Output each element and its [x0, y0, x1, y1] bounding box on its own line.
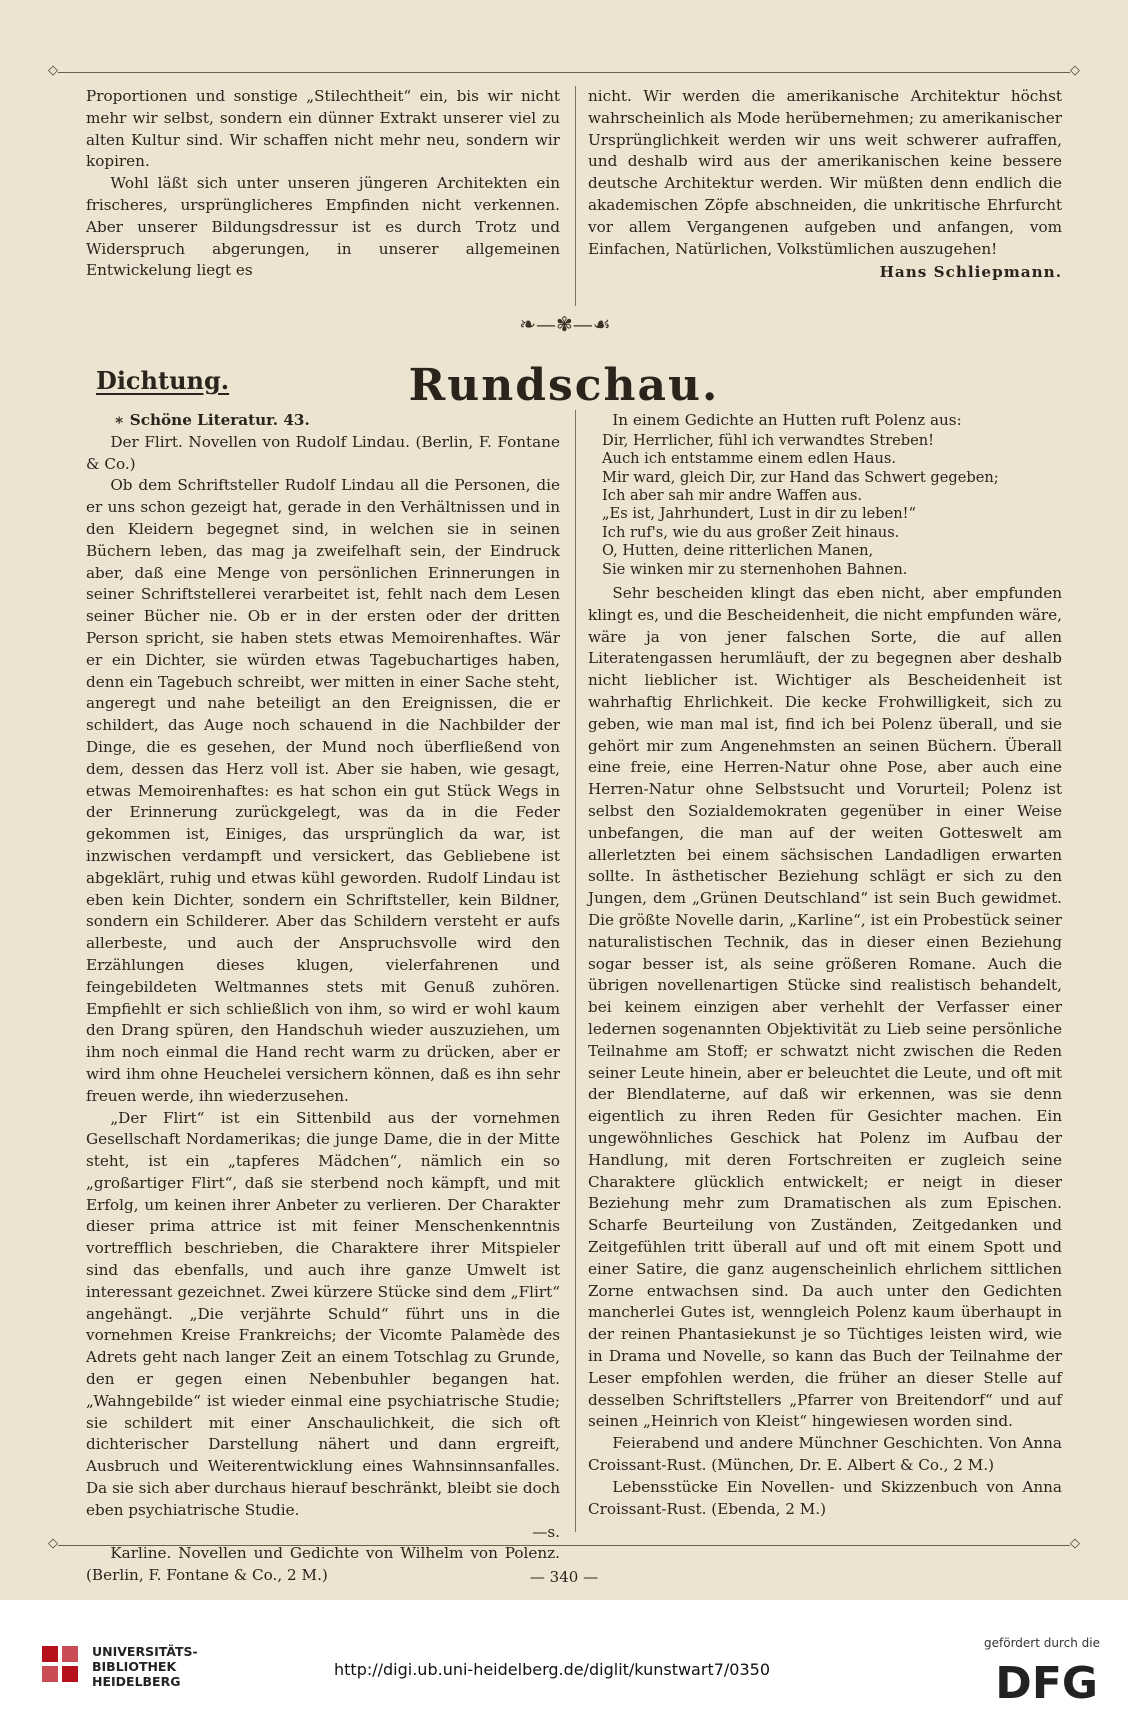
top-frame-rule	[56, 72, 1072, 73]
library-name: UNIVERSITÄTS- BIBLIOTHEK HEIDELBERG	[92, 1644, 198, 1689]
page-headline: Rundschau.	[408, 360, 720, 411]
paragraph: In einem Gedichte an Hutten ruft Polenz aus:	[612, 411, 962, 429]
book-title: Feierabend und andere Münchner Geschichten. Von Anna Croissant-Rust. (München, Dr. E. Albert & Co., 2 M.)	[588, 1434, 1062, 1474]
source-url-link[interactable]: http://digi.ub.uni-heidelberg.de/diglit/kunstwart7/0350	[334, 1660, 770, 1679]
paragraph: „Der Flirt“ ist ein Sittenbild aus der vornehmen Gesellschaft Nordamerikas; die junge Dame, die in der Mitte steht, ist ein „tapferes Mädchen“, nämlich ein so „großartiger Flirt“, daß sie sterbend noch kämpft, und mit Erfolg, um keinen ihrer Anbeter zu verlieren. Der Charakter dieser prima attrice ist mit feiner Menschenkenntnis vortrefflich beschrieben, die Charaktere ihrer Mitspieler sind das ebenfalls, und auch ihre ganze Umwelt ist interessant gezeichnet. Zwei kürzere Stücke sind dem „Flirt“ angehängt. „Die verjährte Schuld“ führt uns in die vornehmen Kreise Frankreichs; der Vicomte Palamède des Adrets geht nach langer Zeit an einem Totschlag zu Grunde, den er gegen einen Nebenbuhler begangen hat. „Wahngebilde“ ist wieder einmal eine psychiatrische Studie; sie schildert mit einer Anschaulichkeit, die sich oft dichterischer Darstellung nähert und dann ergreift, Ausbruch und Weiterentwicklung eines Wahnsinnsanfalles. Da sie sich aber durchaus hierauf beschränkt, bleibt sie doch eben psychiatrische Studie.	[86, 1108, 560, 1519]
paragraph: Sehr bescheiden klingt das eben nicht, aber empfunden klingt es, und die Bescheidenheit, die nicht empfunden wäre, wäre ja von jener falschen Sorte, die auf allen Literatengassen herumläuft, der zu begegnen aber deshalb nicht lieblicher ist. Wichtiger als Bescheidenheit ist wahrhaftig Ehrlichkeit. Die kecke Frohwilligkeit, sich zu geben, wie man mal ist, find ich bei Polenz überall, und sie gehört mir zum Angenehmsten an seinen Büchern. Überall eine freie, eine Herren-Natur ohne Pose, aber auch eine Herren-Natur ohne Selbstsucht und Vorurteil; Polenz ist selbst den Sozialdemokraten gegenüber in einer Weise unbefangen, die man auf der weiten Gotteswelt am allerletzten bei einem sächsischen Landadligen erwarten sollte. In ästhetischer Beziehung schlägt er sich zu den Jungen, dem „Grünen Deutschland“ ist sein Buch gewidmet. Die größte Novelle darin, „Karline“, ist ein Probestück seiner naturalistischen Technik, das in dieser einen Beziehung sogar besser ist, als seine größeren Romane. Auch die übrigen novellenartigen Stücke sind realistisch behandelt, bei keinem einzigen aber verhehlt der Verfasser einer ledernen sogenannten Objektivität zu Lieb seine persönliche Teilnahme am Stoff; er schwatzt nicht zwischen die Reden seiner Leute hinein, aber er beleuchtet die Leute, und oft mit der Blendlaterne, auf daß wir erkennen, was sie denn eigentlich zu ihren Reden für Gesichter machen. Ein ungewöhnliches Geschick hat Polenz im Aufbau der Handlung, mit deren Fortschreiten er zugleich seine Charaktere glücklich entwickelt; er neigt in dieser Beziehung mehr zum Dramatischen als zum Epischen. Scharfe Beurteilung von Zuständen, Zeitgedanken und Zeitgefühlen tritt überall auf und oft mit einem Spott und einer Satire, die ganz augenscheinlich ehrlichem sittlichen Zorne entwachsen sind. Da auch unter den Gedichten mancherlei Gutes ist, wenngleich Polenz kaum überhaupt in der reinen Phantasiekunst je so Tüchtiges leisten wird, wie in Drama und Novelle, so kann das Buch der Teilnahme der Leser empfohlen werden, die früher an dieser Stelle auf desselben Schriftstellers „Pfarrer von Breitendorf“ und auf seinen „Heinrich von Kleist“ hingewiesen worden sind.	[588, 584, 1062, 1431]
poem-line: „Es ist, Jahrhundert, Lust in dir zu leben!“	[602, 505, 917, 523]
book-title: Lebensstücke Ein Novellen- und Skizzenbuch von Anna Croissant-Rust. (Ebenda, 2 M.)	[588, 1477, 1062, 1518]
page-number: — 340 —	[529, 1568, 599, 1586]
paragraph: Ob dem Schriftsteller Rudolf Lindau all die Personen, die er uns schon gezeigt hat, gerade in den Verhältnissen und in den Kleidern begegnet sind, in welchen sie in seinen Büchern leben, das mag ja zweifelhaft sein, der Eindruck aber, daß eine Menge von persönlichen Erinnerungen in seiner Schriftstellerei verarbeitet ist, fehlt nach dem Lesen seiner Bücher nie. Ob er in der ersten oder der dritten Person spricht, sie haben stets etwas Memoirenhaftes. Wär er ein Dichter, sie würden etwas Tagebuchartiges haben, denn ein Tagebuch schreibt, wer mitten in einer Sache steht, angeregt und nahe beteiligt an den Ereignissen, die er schildert, das Auge noch schauend in die Nachbilder der Dinge, die es gesehen, der Mund noch überfließend von dem, dessen das Herz voll ist. Aber sie haben, wie gesagt, etwas Memoirenhaftes: es hat schon ein gut Stück Wegs in der Erinnerung zurückgelegt, was da in die Feder gekommen ist, Einiges, das ursprünglich da war, ist inzwischen verdampft und versickert, das Gebliebene ist abgeklärt, ruhig und etwas kühl geworden. Rudolf Lindau ist eben kein Dichter, sondern ein Schriftsteller, kein Bildner, sondern ein Schilderer. Aber das Schildern versteht er aufs allerbeste, und auch der Anspruchsvolle wird den Erzählungen dieses klugen, vielerfahrenen und feingebildeten Weltmannes stets mit Genuß zuhören. Empfiehlt er sich schließlich von ihm, so wird er wohl kaum den Drang spüren, den Handschuh wieder auszuziehen, um ihm noch einmal die Hand recht warm zu drücken, aber er wird ihm ohne Heuchelei versichern können, daß es ihn sehr freuen werde, ihn wiederzusehen.	[86, 476, 560, 1105]
poem-line: Sie winken mir zu sternenhohen Bahnen.	[602, 560, 908, 578]
section-label: Dichtung.	[96, 366, 230, 395]
reviewer-signature: —s.	[532, 1522, 560, 1541]
author-signature: Hans Schliepmann.	[879, 263, 1062, 282]
review-right-column	[588, 410, 1062, 1520]
university-library-logo-icon	[40, 1644, 80, 1684]
poem-line: O, Hutten, deine ritterlichen Manen,	[602, 542, 874, 560]
dfg-logo-text: DFG	[995, 1658, 1098, 1706]
paragraph: Proportionen und sonstige „Stilechtheit“ ein, bis wir nicht mehr wir selbst, sondern ein dünner Extrakt unserer viel zu alten Kultur sind. Wir schaffen nicht mehr neu, sondern wir kopiren.	[86, 87, 560, 171]
book-title: Karline. Novellen und Gedichte von Wilhelm von Polenz. (Berlin, F. Fontane & Co., 2 M.)	[86, 1544, 560, 1585]
top-right-column	[588, 86, 1062, 284]
dfg-logo-icon	[990, 1656, 1100, 1706]
digitization-footer	[0, 1600, 1128, 1715]
ornament-divider: ❧—✾—☙	[519, 312, 611, 336]
bottom-frame-rule	[56, 1545, 1072, 1546]
poem-line: Ich ruf's, wie du aus großer Zeit hinaus.	[602, 523, 900, 541]
top-left-column	[86, 86, 560, 282]
book-title: Der Flirt. Novellen von Rudolf Lindau. (Berlin, F. Fontane & Co.)	[86, 432, 560, 473]
column-divider	[575, 86, 576, 306]
subsection-heading: ∗ Schöne Literatur. 43.	[114, 411, 310, 429]
paragraph: Wohl läßt sich unter unseren jüngeren Architekten ein frischeres, ursprünglicheres Empfinden nicht verkennen. Aber unserer Bildungsdressur ist es durch Trotz und Widerspruch abgerungen, in unserer allgemeinen Entwickelung liegt es	[86, 174, 560, 280]
poem-line: Dir, Herrlicher, fühl ich verwandtes Streben!	[602, 431, 935, 449]
poem-line: Mir ward, gleich Dir, zur Hand das Schwert gegeben;	[602, 468, 999, 486]
funding-label: gefördert durch die	[984, 1636, 1100, 1650]
poem	[602, 432, 1062, 579]
review-left-column	[86, 410, 560, 1587]
poem-line: Ich aber sah mir andre Waffen aus.	[602, 487, 863, 505]
column-divider	[575, 410, 576, 1532]
paragraph: nicht. Wir werden die amerikanische Architektur höchst wahrscheinlich als Mode herübernehmen; zu amerikanischer Ursprünglichkeit werden wir uns weit schwerer aufraffen, und deshalb wird aus der amerikanischen keine bessere deutsche Architektur werden. Wir müßten denn endlich die akademischen Zöpfe abschneiden, die unkritische Ehrfurcht vor allem Vergangenen aufgeben und anfangen, vom Einfachen, Natürlichen, Volkstümlichen auszugehen!	[588, 87, 1062, 258]
poem-line: Auch ich entstamme einem edlen Haus.	[602, 450, 897, 468]
